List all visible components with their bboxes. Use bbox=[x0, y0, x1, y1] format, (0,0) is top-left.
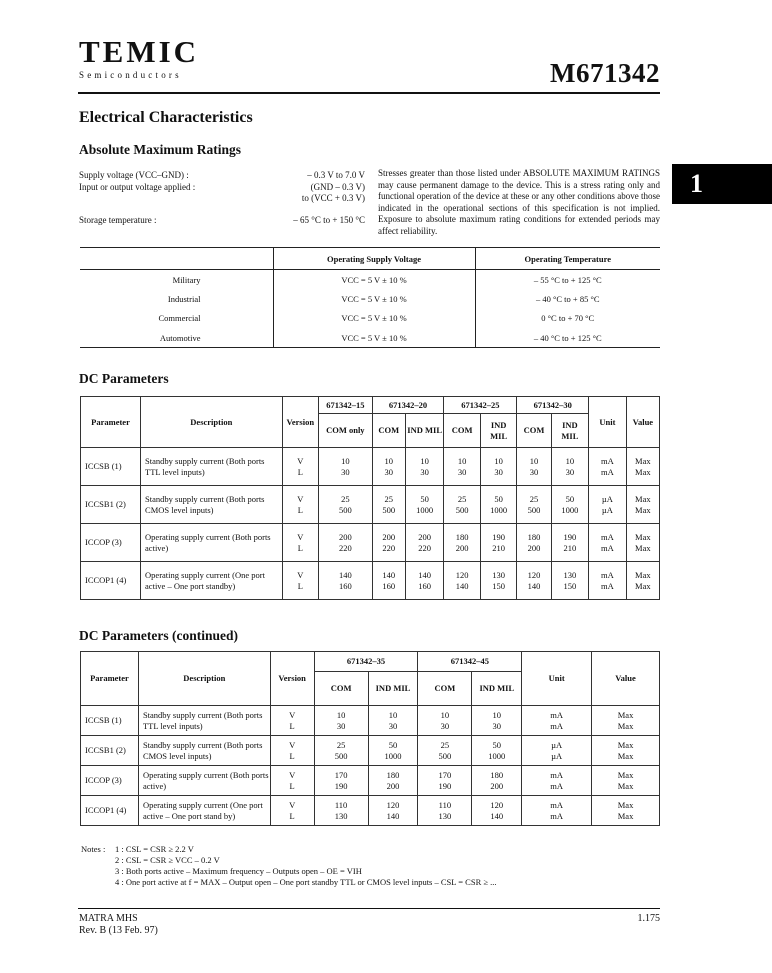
version-cell: V L bbox=[270, 796, 314, 826]
value-cell: 10 30 bbox=[418, 706, 472, 736]
parameter-cell: ICCSB1 (2) bbox=[81, 736, 139, 766]
group-header: 671342–45 bbox=[418, 652, 522, 672]
rating-row bbox=[79, 170, 365, 182]
group-header: 671342–15 bbox=[319, 397, 373, 414]
subheader-cell: COM bbox=[418, 672, 472, 706]
header-cell: Description bbox=[141, 397, 283, 448]
unit-cell: mA mA bbox=[522, 706, 592, 736]
value-cell: 50 1000 bbox=[551, 486, 589, 524]
value-cell: 170 190 bbox=[314, 766, 368, 796]
value-cell: 140 160 bbox=[319, 562, 373, 600]
table-row bbox=[81, 486, 660, 524]
operating-conditions-table bbox=[80, 247, 660, 348]
value-cell: 10 30 bbox=[372, 448, 405, 486]
brand-logo: TEMIC bbox=[79, 34, 200, 69]
version-cell: V L bbox=[282, 562, 318, 600]
table-row bbox=[81, 562, 660, 600]
limit-cell: Max Max bbox=[592, 766, 660, 796]
note-line bbox=[81, 844, 497, 855]
stress-note: Stresses greater than those listed under ABSOLUTE MAXIMUM RATINGS may cause permanent damage to the device. This is a stress rating only and functional operation of the device at these or any other conditions above those indicated in the operational sections of this specification is not implied. Exposure to absolute maximum rating conditions for extended periods may affect reliability. bbox=[378, 168, 660, 236]
page-title: Electrical Characteristics bbox=[79, 109, 253, 126]
header-cell bbox=[80, 248, 273, 270]
brand-block bbox=[79, 36, 199, 80]
unit-cell: µA µA bbox=[589, 486, 627, 524]
value-cell: 180 200 bbox=[444, 524, 480, 562]
rating-label: Supply voltage (VCC–GND) : bbox=[79, 170, 189, 180]
table-row bbox=[80, 270, 660, 290]
subheader-cell: COM bbox=[372, 414, 405, 448]
version-cell: V L bbox=[270, 706, 314, 736]
description-cell: Standby supply current (Both ports TTL level inputs) bbox=[141, 448, 283, 486]
page-number: 1.175 bbox=[637, 913, 660, 924]
header-cell: Value bbox=[626, 397, 659, 448]
rating-label: Storage temperature : bbox=[79, 214, 157, 225]
rating-value: – 65 °C to + 150 °C bbox=[293, 214, 365, 225]
value-cell: 130 150 bbox=[480, 562, 516, 600]
parameter-cell: ICCOP (3) bbox=[81, 524, 141, 562]
rating-row bbox=[79, 182, 365, 194]
rating-label: Input or output voltage applied : bbox=[79, 181, 196, 192]
note-line bbox=[81, 855, 497, 866]
part-number: M671342 bbox=[550, 58, 660, 88]
rating-value: – 0.3 V to 7.0 V bbox=[307, 170, 365, 180]
table-row bbox=[81, 524, 660, 562]
value-cell: 200 220 bbox=[319, 524, 373, 562]
limit-cell: Max Max bbox=[626, 524, 659, 562]
version-cell: V L bbox=[282, 486, 318, 524]
dc2-heading: DC Parameters (continued) bbox=[79, 628, 238, 643]
value-cell: 25 500 bbox=[319, 486, 373, 524]
value-cell: 10 30 bbox=[405, 448, 444, 486]
group-header: 671342–25 bbox=[444, 397, 517, 414]
table-row bbox=[81, 736, 660, 766]
subheader-cell: IND MIL bbox=[480, 414, 516, 448]
footer-revision: Rev. B (13 Feb. 97) bbox=[79, 925, 158, 936]
value-cell: 120 140 bbox=[517, 562, 551, 600]
description-cell: Standby supply current (Both ports CMOS level inputs) bbox=[141, 486, 283, 524]
value-cell: 25 500 bbox=[444, 486, 480, 524]
value-cell: 120 140 bbox=[444, 562, 480, 600]
value-cell: 140 160 bbox=[372, 562, 405, 600]
value-cell: 25 500 bbox=[517, 486, 551, 524]
version-cell: V L bbox=[270, 736, 314, 766]
value-cell: 110 130 bbox=[418, 796, 472, 826]
subheader-cell: IND MIL bbox=[368, 672, 418, 706]
table-row bbox=[81, 706, 660, 736]
value-cell: 120 140 bbox=[472, 796, 522, 826]
version-cell: V L bbox=[282, 448, 318, 486]
rating-row bbox=[79, 215, 365, 227]
unit-cell: mA mA bbox=[522, 766, 592, 796]
subheader-cell: COM bbox=[517, 414, 551, 448]
header-cell: Parameter bbox=[81, 652, 139, 706]
header-cell: Version bbox=[270, 652, 314, 706]
unit-cell: mA mA bbox=[589, 524, 627, 562]
limit-cell: Max Max bbox=[592, 736, 660, 766]
brand-subtitle: Semiconductors bbox=[79, 70, 182, 80]
header-cell: Unit bbox=[522, 652, 592, 706]
value-cell: 25 500 bbox=[372, 486, 405, 524]
description-cell: Operating supply current (One port active – One port stand by) bbox=[138, 796, 270, 826]
parameter-cell: ICCOP1 (4) bbox=[81, 562, 141, 600]
subheader-cell: COM only bbox=[319, 414, 373, 448]
description-cell: Standby supply current (Both ports TTL level inputs) bbox=[138, 706, 270, 736]
parameter-cell: ICCOP (3) bbox=[81, 766, 139, 796]
header-cell: Operating Supply Voltage bbox=[273, 248, 475, 270]
table-header-row bbox=[81, 652, 660, 672]
version-cell: V L bbox=[270, 766, 314, 796]
value-cell: 10 30 bbox=[444, 448, 480, 486]
unit-cell: mA mA bbox=[522, 796, 592, 826]
unit-cell: µA µA bbox=[522, 736, 592, 766]
parameter-cell: ICCSB (1) bbox=[81, 448, 141, 486]
note-text: 4 : One port active at f = MAX – Output open – One port standby TTL or CMOS level inputs – CSL = CSR ≥ ... bbox=[115, 877, 497, 887]
value-cell: 140 160 bbox=[405, 562, 444, 600]
subheader-cell: IND MIL bbox=[405, 414, 444, 448]
abs-max-ratings bbox=[79, 170, 365, 226]
group-header: 671342–35 bbox=[314, 652, 418, 672]
note-text: 2 : CSL = CSR ≥ VCC – 0.2 V bbox=[115, 855, 220, 865]
value-cell: 50 1000 bbox=[405, 486, 444, 524]
version-cell: V L bbox=[282, 524, 318, 562]
temp-cell: – 55 °C to + 125 °C bbox=[475, 270, 660, 290]
footer-company: MATRA MHS bbox=[79, 913, 138, 924]
table-row bbox=[81, 796, 660, 826]
notes-label: Notes : bbox=[81, 844, 106, 854]
note-text: 3 : Both ports active – Maximum frequency – Outputs open – OE = VIH bbox=[115, 866, 362, 876]
value-cell: 25 500 bbox=[314, 736, 368, 766]
limit-cell: Max Max bbox=[592, 796, 660, 826]
notes bbox=[81, 844, 497, 888]
subheader-cell: COM bbox=[314, 672, 368, 706]
range-cell: Commercial bbox=[158, 313, 201, 324]
group-header: 671342–30 bbox=[517, 397, 589, 414]
note-line bbox=[81, 877, 497, 888]
value-cell: 10 30 bbox=[368, 706, 418, 736]
header-cell: Operating Temperature bbox=[475, 248, 660, 270]
value-cell: 10 30 bbox=[472, 706, 522, 736]
value-cell: 10 30 bbox=[480, 448, 516, 486]
range-cell: Military bbox=[172, 274, 201, 285]
value-cell: 130 150 bbox=[551, 562, 589, 600]
subheader-cell: IND MIL bbox=[551, 414, 589, 448]
value-cell: 170 190 bbox=[418, 766, 472, 796]
table-row bbox=[81, 448, 660, 486]
parameter-cell: ICCSB1 (2) bbox=[81, 486, 141, 524]
table-row bbox=[80, 289, 660, 309]
limit-cell: Max Max bbox=[626, 562, 659, 600]
description-cell: Standby supply current (Both ports CMOS level inputs) bbox=[138, 736, 270, 766]
group-header: 671342–20 bbox=[372, 397, 444, 414]
rating-value: to (VCC + 0.3 V) bbox=[301, 193, 365, 203]
value-cell: 50 1000 bbox=[472, 736, 522, 766]
unit-cell: mA mA bbox=[589, 562, 627, 600]
vcc-cell: VCC = 5 V ± 10 % bbox=[273, 289, 475, 309]
footer-left bbox=[79, 913, 158, 937]
limit-cell: Max Max bbox=[626, 448, 659, 486]
dc-parameters-continued-table bbox=[80, 651, 660, 826]
value-cell: 10 30 bbox=[551, 448, 589, 486]
range-cell: Automotive bbox=[80, 328, 273, 348]
rating-row bbox=[79, 193, 365, 205]
range-cell: Industrial bbox=[167, 293, 201, 304]
vcc-cell: VCC = 5 V ± 10 % bbox=[273, 270, 475, 290]
value-cell: 10 30 bbox=[314, 706, 368, 736]
value-cell: 180 200 bbox=[472, 766, 522, 796]
value-cell: 200 220 bbox=[405, 524, 444, 562]
vcc-cell: VCC = 5 V ± 10 % bbox=[273, 309, 475, 329]
value-cell: 50 1000 bbox=[480, 486, 516, 524]
section-tab-marker: 1 bbox=[672, 164, 772, 204]
table-row bbox=[80, 328, 660, 348]
description-cell: Operating supply current (Both ports active) bbox=[138, 766, 270, 796]
value-cell: 10 30 bbox=[517, 448, 551, 486]
dc-heading: DC Parameters bbox=[79, 371, 169, 386]
rating-value: (GND – 0.3 V) bbox=[310, 181, 365, 192]
value-cell: 200 220 bbox=[372, 524, 405, 562]
table-header-row bbox=[80, 248, 660, 270]
value-cell: 190 210 bbox=[551, 524, 589, 562]
temp-cell: – 40 °C to + 125 °C bbox=[475, 328, 660, 348]
temp-cell: 0 °C to + 70 °C bbox=[475, 309, 660, 329]
value-cell: 180 200 bbox=[368, 766, 418, 796]
value-cell: 110 130 bbox=[314, 796, 368, 826]
subheader-cell: IND MIL bbox=[472, 672, 522, 706]
parameter-cell: ICCSB (1) bbox=[81, 706, 139, 736]
value-cell: 180 200 bbox=[517, 524, 551, 562]
header-cell: Version bbox=[282, 397, 318, 448]
value-cell: 50 1000 bbox=[368, 736, 418, 766]
value-cell: 120 140 bbox=[368, 796, 418, 826]
vcc-cell: VCC = 5 V ± 10 % bbox=[273, 328, 475, 348]
header-cell: Value bbox=[592, 652, 660, 706]
table-row bbox=[81, 766, 660, 796]
description-cell: Operating supply current (Both ports active) bbox=[141, 524, 283, 562]
dc-parameters-table bbox=[80, 396, 660, 600]
header-rule bbox=[78, 92, 660, 94]
note-text: 1 : CSL = CSR ≥ 2.2 V bbox=[115, 844, 194, 854]
header-cell: Unit bbox=[589, 397, 627, 448]
subheader-cell: COM bbox=[444, 414, 480, 448]
limit-cell: Max Max bbox=[626, 486, 659, 524]
parameter-cell: ICCOP1 (4) bbox=[81, 796, 139, 826]
header-cell: Description bbox=[138, 652, 270, 706]
table-row bbox=[80, 309, 660, 329]
table-header-row bbox=[81, 397, 660, 414]
note-line bbox=[81, 866, 497, 877]
description-cell: Operating supply current (One port active – One port standby) bbox=[141, 562, 283, 600]
temp-cell: – 40 °C to + 85 °C bbox=[475, 289, 660, 309]
value-cell: 10 30 bbox=[319, 448, 373, 486]
abs-max-heading: Absolute Maximum Ratings bbox=[79, 142, 242, 157]
limit-cell: Max Max bbox=[592, 706, 660, 736]
value-cell: 25 500 bbox=[418, 736, 472, 766]
header-cell: Parameter bbox=[81, 397, 141, 448]
footer-rule bbox=[78, 908, 660, 909]
unit-cell: mA mA bbox=[589, 448, 627, 486]
value-cell: 190 210 bbox=[480, 524, 516, 562]
